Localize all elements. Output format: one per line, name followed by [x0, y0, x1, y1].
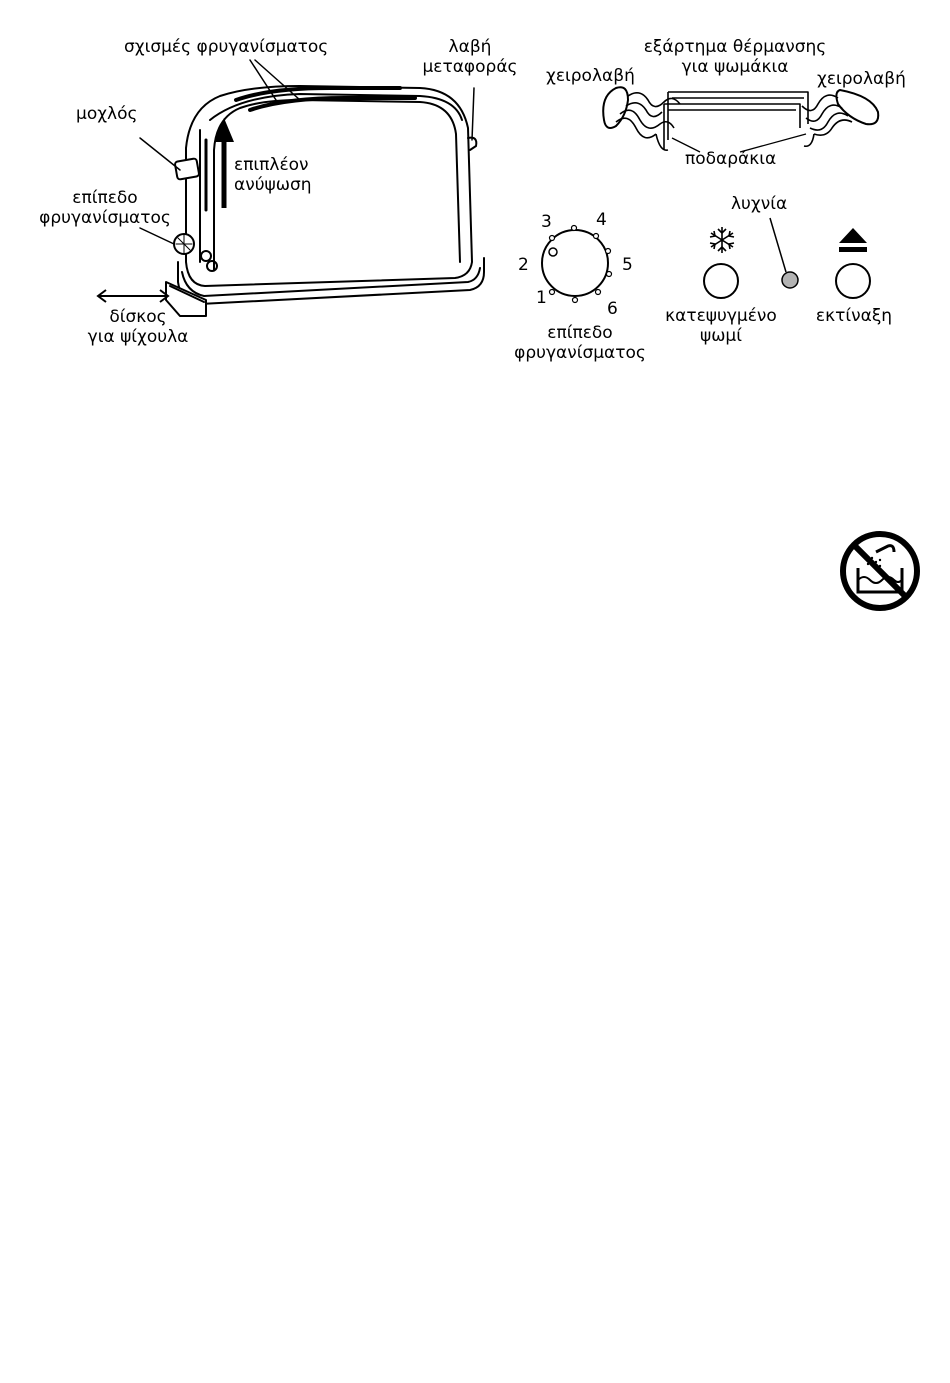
feet-label: ποδαράκια [685, 149, 777, 169]
frozen-label-line1: κατεψυγμένο [665, 306, 777, 326]
handle-left-label: χειρολαβή [546, 66, 635, 86]
dial-number-1: 1 [536, 288, 547, 308]
bun-warmer-title-line2: για ψωμάκια [681, 57, 789, 77]
extra-lift-label-line1: επιπλέον [234, 155, 309, 175]
dial-number-3: 3 [541, 212, 552, 232]
slots-label: σχισμές φρυγανίσματος [124, 37, 329, 57]
lever-label: μοχλός [76, 104, 138, 124]
dial-number-4: 4 [596, 210, 607, 230]
bun-warmer-title [630, 37, 840, 77]
carry-handle-label-line1: λαβή [448, 37, 492, 57]
lamp-label: λυχνία [731, 194, 788, 214]
handle-right-label: χειρολαβή [817, 69, 906, 89]
bun-warmer-title-line1: εξάρτημα θέρμανσης [643, 37, 827, 57]
frozen-label-line2: ψωμί [699, 326, 743, 346]
dial-number-2: 2 [518, 255, 529, 275]
dial-number-5: 5 [622, 255, 633, 275]
crumb-tray-label-line1: δίσκος [109, 307, 167, 327]
dial-label [500, 323, 660, 363]
eject-label: εκτίναξη [815, 306, 893, 326]
level-label [30, 188, 180, 228]
dial-label-line2: φρυγανίσματος [514, 343, 646, 363]
crumb-tray-label-line2: για ψίχουλα [87, 327, 189, 347]
level-label-line1: επίπεδο [72, 188, 138, 208]
extra-lift-label [234, 155, 312, 195]
level-label-line2: φρυγανίσματος [39, 208, 171, 228]
crumb-tray-label [78, 307, 198, 347]
extra-lift-label-line2: ανύψωση [234, 175, 312, 195]
frozen-label [655, 306, 787, 346]
carry-handle-label [420, 37, 520, 77]
dial-number-6: 6 [607, 299, 618, 319]
dial-label-line1: επίπεδο [547, 323, 613, 343]
carry-handle-label-line2: μεταφοράς [422, 57, 518, 77]
